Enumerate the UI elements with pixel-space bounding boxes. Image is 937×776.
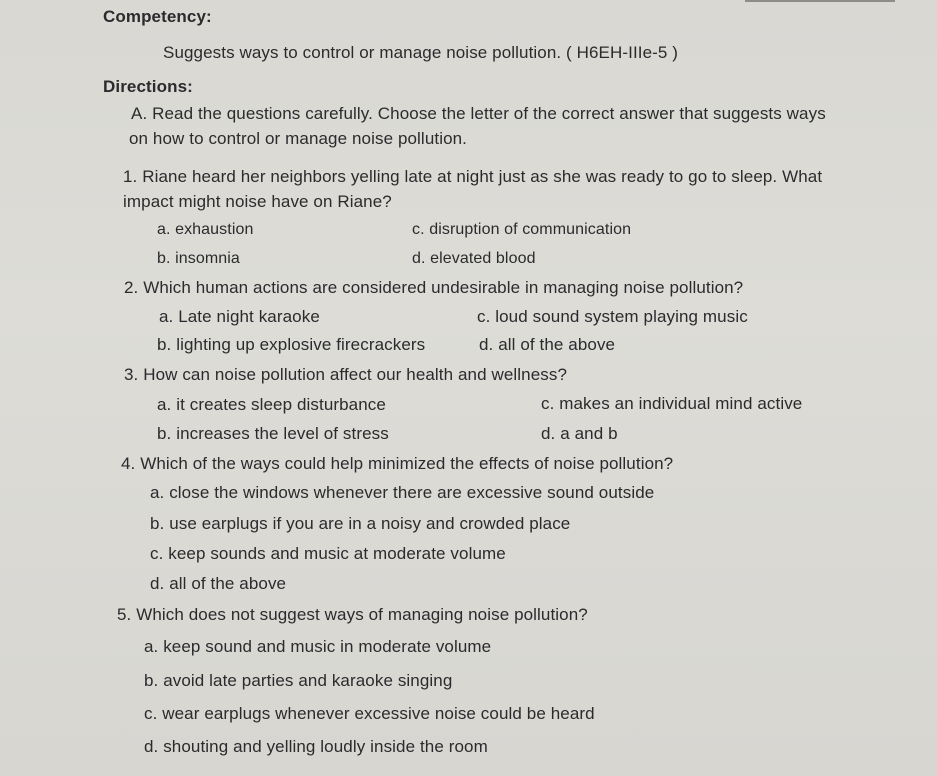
question-2-choice-b: b. lighting up explosive firecrackers	[157, 335, 426, 354]
competency-heading: Competency:	[103, 7, 212, 26]
top-edge-rule	[745, 0, 895, 2]
question-3-choice-a: a. it creates sleep disturbance	[157, 395, 386, 414]
question-4-choice-d: d. all of the above	[150, 574, 287, 593]
question-2-choice-c: c. loud sound system playing music	[477, 307, 748, 326]
question-4-choice-c: c. keep sounds and music at moderate volume	[150, 544, 506, 563]
question-2-choice-a: a. Late night karaoke	[159, 307, 320, 326]
question-3-choice-c: c. makes an individual mind active	[541, 394, 803, 413]
question-1-stem-line2: impact might noise have on Riane?	[123, 192, 392, 211]
question-5-stem: 5. Which does not suggest ways of managing noise pollution?	[117, 605, 588, 624]
question-4-stem: 4. Which of the ways could help minimized the effects of noise pollution?	[121, 454, 674, 473]
question-1-choice-b: b. insomnia	[157, 250, 240, 267]
question-4-choice-b: b. use earplugs if you are in a noisy and crowded place	[150, 514, 571, 533]
question-3-stem: 3. How can noise pollution affect our health and wellness?	[124, 365, 568, 384]
question-5-choice-c: c. wear earplugs whenever excessive noise could be heard	[144, 704, 595, 723]
question-1-choice-d: d. elevated blood	[412, 250, 536, 267]
question-5-choice-a: a. keep sound and music in moderate volume	[144, 637, 492, 656]
question-1-stem-line1: 1. Riane heard her neighbors yelling late at night just as she was ready to go to sleep. What	[123, 167, 823, 186]
directions-heading: Directions:	[103, 77, 193, 96]
question-3-choice-b: b. increases the level of stress	[157, 424, 389, 443]
directions-instruction-line1: A. Read the questions carefully. Choose the letter of the correct answer that suggests ways	[131, 104, 826, 123]
question-3-choice-d: d. a and b	[541, 424, 618, 443]
question-4-choice-a: a. close the windows whenever there are excessive sound outside	[150, 483, 655, 502]
question-1-choice-a: a. exhaustion	[157, 221, 254, 238]
question-2-stem: 2. Which human actions are considered undesirable in managing noise pollution?	[124, 278, 744, 297]
question-1-choice-c: c. disruption of communication	[412, 221, 632, 238]
directions-instruction-line2: on how to control or manage noise pollution.	[129, 129, 467, 148]
question-5-choice-d: d. shouting and yelling loudly inside the room	[144, 737, 488, 756]
competency-text: Suggests ways to control or manage noise pollution. ( H6EH-IIIe-5 )	[163, 43, 679, 62]
question-2-choice-d: d. all of the above	[479, 335, 616, 354]
question-5-choice-b: b. avoid late parties and karaoke singing	[144, 671, 453, 690]
